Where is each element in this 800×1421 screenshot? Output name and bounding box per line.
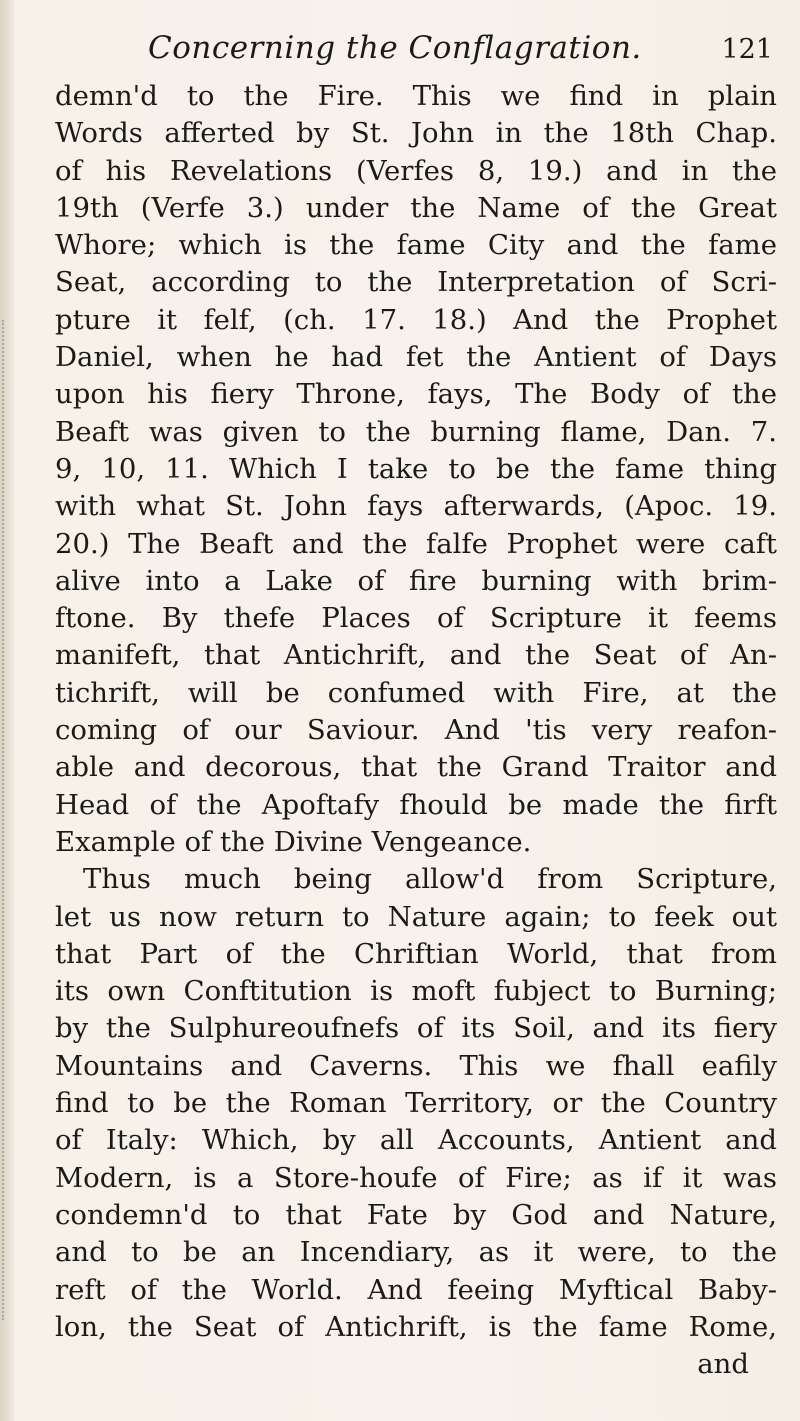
running-head: Concerning the Conflagration. — [148, 30, 642, 66]
text-line: condemn'd to that Fate by God and Nature, — [55, 1198, 777, 1231]
text-line: by the Sulphureoufnefs of its Soil, and its fiery — [55, 1012, 777, 1045]
text-line: 19th (Verfe 3.) under the Name of the Great — [55, 191, 777, 224]
text-line: lon, the Seat of Antichrift, is the fame Rome, — [55, 1310, 777, 1343]
text-line: Words afferted by St. John in the 18th Chap. — [55, 117, 777, 150]
text-line: let us now return to Nature again; to feek out — [55, 900, 777, 933]
text-line: ftone. By thefe Places of Scripture it feems — [55, 602, 777, 635]
text-line: its own Conftitution is moft fubject to Burning; — [55, 975, 777, 1008]
text-line: find to be the Roman Territory, or the Country — [55, 1087, 777, 1120]
text-line: with what St. John fays afterwards, (Apoc. 19. — [55, 490, 777, 523]
text-line: upon his fiery Throne, fays, The Body of the — [55, 378, 777, 411]
catchword: and — [697, 1348, 749, 1381]
page-header — [58, 30, 773, 70]
text-line: and to be an Incendiary, as it were, to the — [55, 1236, 777, 1269]
text-line: of Italy: Which, by all Accounts, Antient and — [55, 1124, 777, 1157]
text-line: 9, 10, 11. Which I take to be the fame thing — [55, 452, 777, 485]
text-line: Whore; which is the fame City and the fame — [55, 229, 777, 262]
text-line: Beaft was given to the burning flame, Dan. 7. — [55, 415, 777, 448]
text-line: alive into a Lake of fire burning with brim- — [55, 564, 777, 597]
text-line: Modern, is a Store-houfe of Fire; as if it was — [55, 1161, 777, 1194]
text-line: able and decorous, that the Grand Traitor and — [55, 751, 777, 784]
text-line: reft of the World. And feeing Myftical Baby- — [55, 1273, 777, 1306]
text-line: Mountains and Caverns. This we fhall eafily — [55, 1049, 777, 1082]
text-line: Example of the Divine Vengeance. — [55, 825, 532, 858]
page-number: 121 — [721, 34, 773, 65]
text-line: Seat, according to the Interpretation of Scri- — [55, 266, 777, 299]
page-gutter — [0, 0, 14, 1421]
text-line: tichrift, will be confumed with Fire, at the — [55, 676, 777, 709]
text-line: demn'd to the Fire. This we find in plain — [55, 80, 777, 112]
text-line: manifeft, that Antichrift, and the Seat of An- — [55, 639, 777, 672]
text-line: Daniel, when he had fet the Antient of Days — [55, 341, 777, 374]
text-line: 20.) The Beaft and the falfe Prophet were caft — [55, 527, 777, 560]
text-line: that Part of the Chriftian World, that from — [55, 937, 777, 970]
gutter-binding-marks — [2, 320, 12, 1320]
text-line: of his Revelations (Verfes 8, 19.) and in the — [55, 154, 777, 187]
text-line: Thus much being allow'd from Scripture, — [83, 863, 777, 896]
text-line: coming of our Saviour. And 'tis very reafon- — [55, 714, 777, 747]
text-line: pture it felf, (ch. 17. 18.) And the Prophet — [55, 303, 777, 336]
text-line: Head of the Apoftafy fhould be made the firft — [55, 788, 777, 821]
body-text — [55, 78, 777, 1383]
